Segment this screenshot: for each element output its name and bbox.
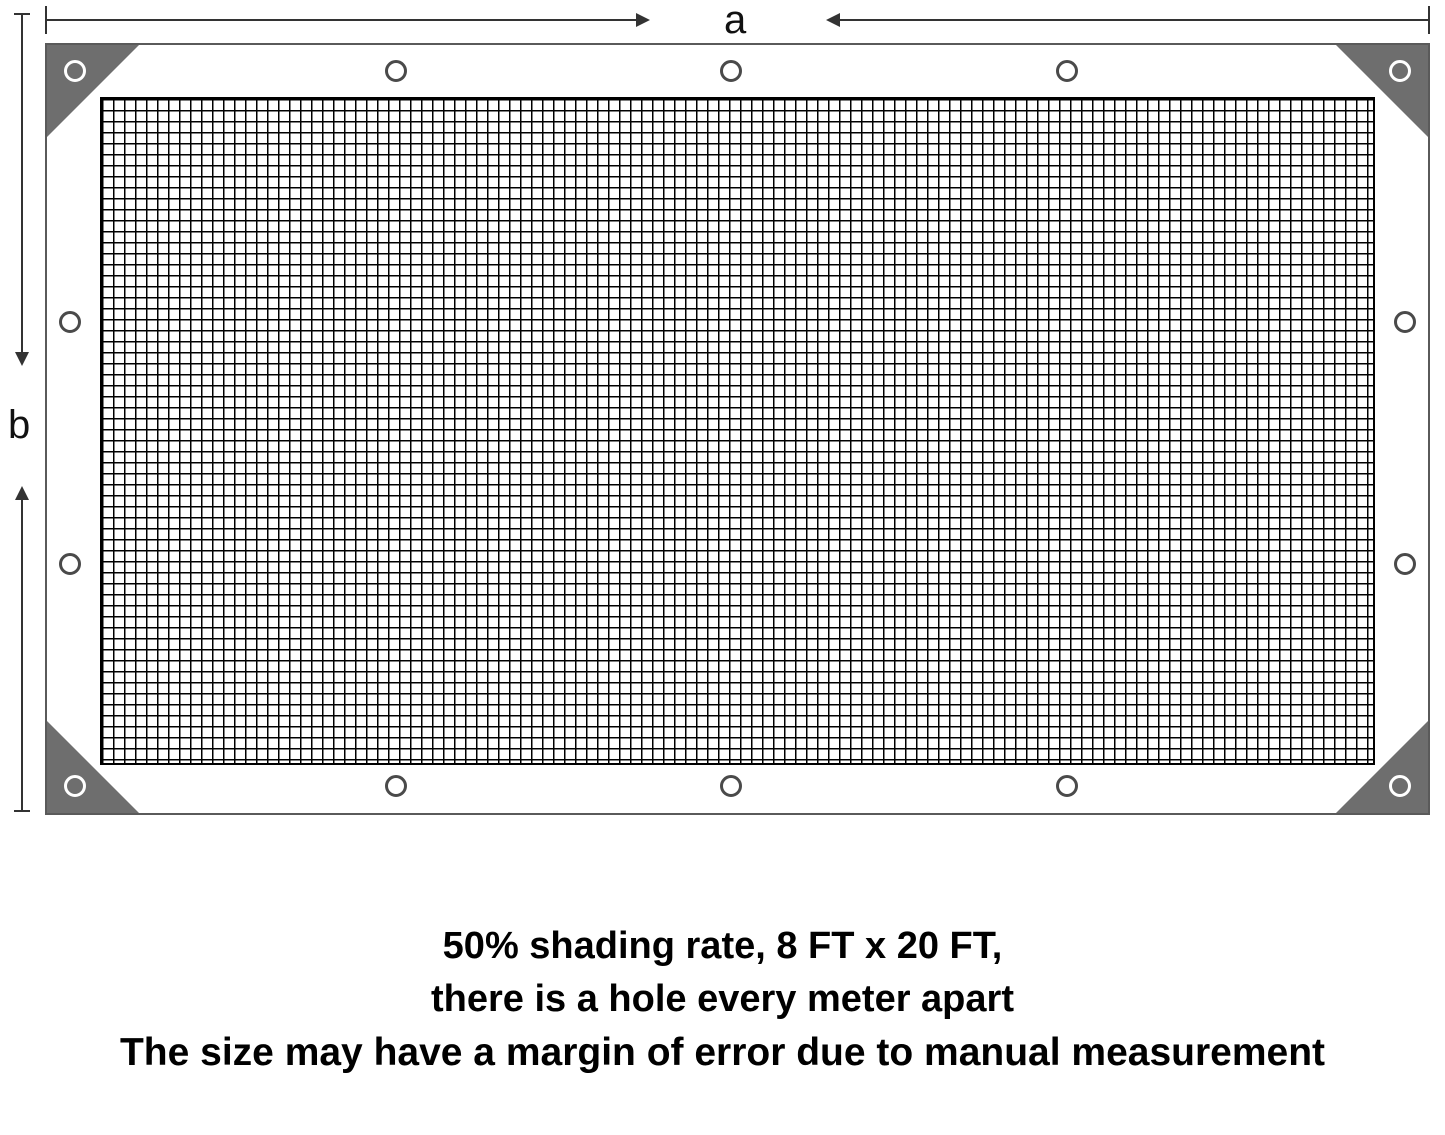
width-dimension-tick-right (1428, 6, 1430, 34)
grommet-top-1 (385, 60, 407, 82)
height-dimension-label: b (8, 403, 31, 447)
width-dimension-label: a (724, 0, 747, 42)
grommet-left-1 (59, 311, 81, 333)
width-arrow-head-right (636, 13, 650, 27)
height-arrow-head-up (15, 486, 29, 500)
mesh-netting-area (100, 97, 1375, 765)
grommet-right-2 (1394, 553, 1416, 575)
caption-line-3: The size may have a margin of error due to manual measurement (119, 1031, 1326, 1074)
caption-line-2: there is a hole every meter apart (431, 978, 1014, 1020)
height-arrow-line-top (21, 15, 23, 360)
height-dimension-tick-bottom (14, 810, 30, 812)
grommet-corner-bottom-left (64, 775, 86, 797)
width-arrow-line-left (47, 19, 642, 21)
shade-cloth-panel (45, 43, 1430, 815)
grommet-top-3 (1056, 60, 1078, 82)
caption-line-1: 50% shading rate, 8 FT x 20 FT, (442, 925, 1003, 967)
grommet-top-2 (720, 60, 742, 82)
grommet-bottom-3 (1056, 775, 1078, 797)
grommet-corner-bottom-right (1389, 775, 1411, 797)
grommet-bottom-1 (385, 775, 407, 797)
width-arrow-line-right (840, 19, 1428, 21)
grommet-corner-top-left (64, 60, 86, 82)
grommet-bottom-2 (720, 775, 742, 797)
height-arrow-line-bottom (21, 500, 23, 810)
width-arrow-head-left (826, 13, 840, 27)
grommet-left-2 (59, 553, 81, 575)
height-arrow-head-down (15, 352, 29, 366)
grommet-corner-top-right (1389, 60, 1411, 82)
caption-block (0, 920, 1445, 1079)
grommet-right-1 (1394, 311, 1416, 333)
